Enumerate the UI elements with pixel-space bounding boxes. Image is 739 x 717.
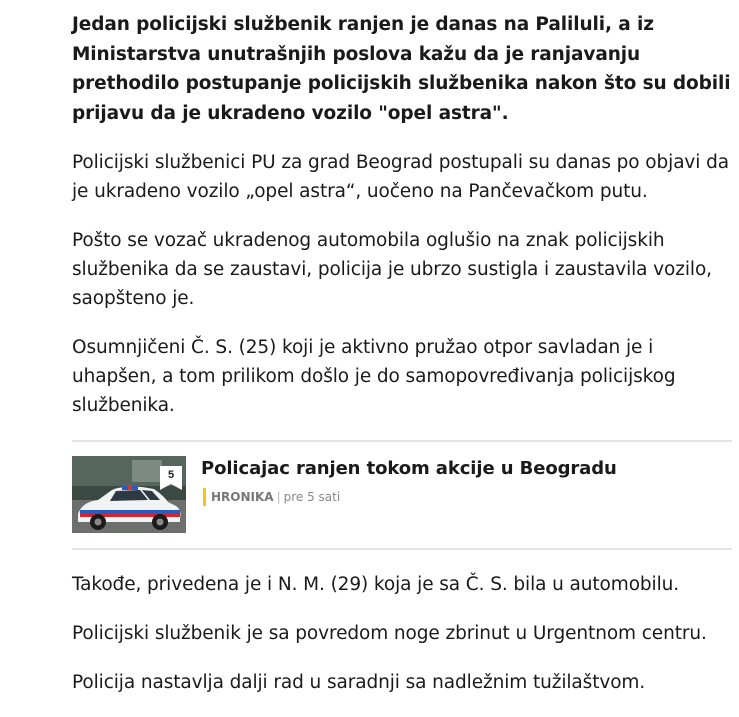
article-paragraph: Takođe, privedena je i N. M. (29) koja je sa Č. S. bila u automobilu. <box>72 574 680 595</box>
related-article-meta <box>203 488 340 506</box>
related-article-thumbnail[interactable] <box>72 456 186 533</box>
article-paragraph: Osumnjičeni Č. S. (25) koji je aktivno pružao otpor savladan je i uhapšen, a tom prilikom došlo je do samopovređivanja policijskog službenika. <box>72 337 676 416</box>
meta-separator: | <box>276 490 281 504</box>
article-lead: Jedan policijski službenik ranjen je danas na Paliluli, a iz Ministarstva unutrašnjih poslova kažu da je ranjavanju prethodilo postupanje policijskih službenika nakon što su dobili prijavu da je ukradeno vozilo "opel astra". <box>72 14 731 124</box>
related-article-title[interactable]: Policajac ranjen tokom akcije u Beogradu <box>201 458 617 479</box>
related-article-card[interactable] <box>72 440 732 550</box>
article-body <box>72 10 732 717</box>
article-paragraph: Policijski službenik je sa povredom noge zbrinut u Urgentnom centru. <box>72 623 707 644</box>
article-paragraph: Policija nastavlja dalji rad u saradnji sa nadležnim tužilaštvom. <box>72 672 646 693</box>
related-article-category[interactable]: HRONIKA <box>211 490 274 504</box>
photo-count-badge: 5 <box>160 466 182 484</box>
article-paragraph: Policijski službenici PU za grad Beograd postupali su danas po objavi da je ukradeno vozilo „opel astra“, uočeno na Pančevačkom putu. <box>72 152 729 202</box>
related-article-time: pre 5 sati <box>283 490 341 504</box>
article-paragraph: Pošto se vozač ukradenog automobila oglušio na znak policijskih službenika da se zaustavi, policija je ubrzo sustigla i zaustavila vozilo, saopšteno je. <box>72 230 712 309</box>
